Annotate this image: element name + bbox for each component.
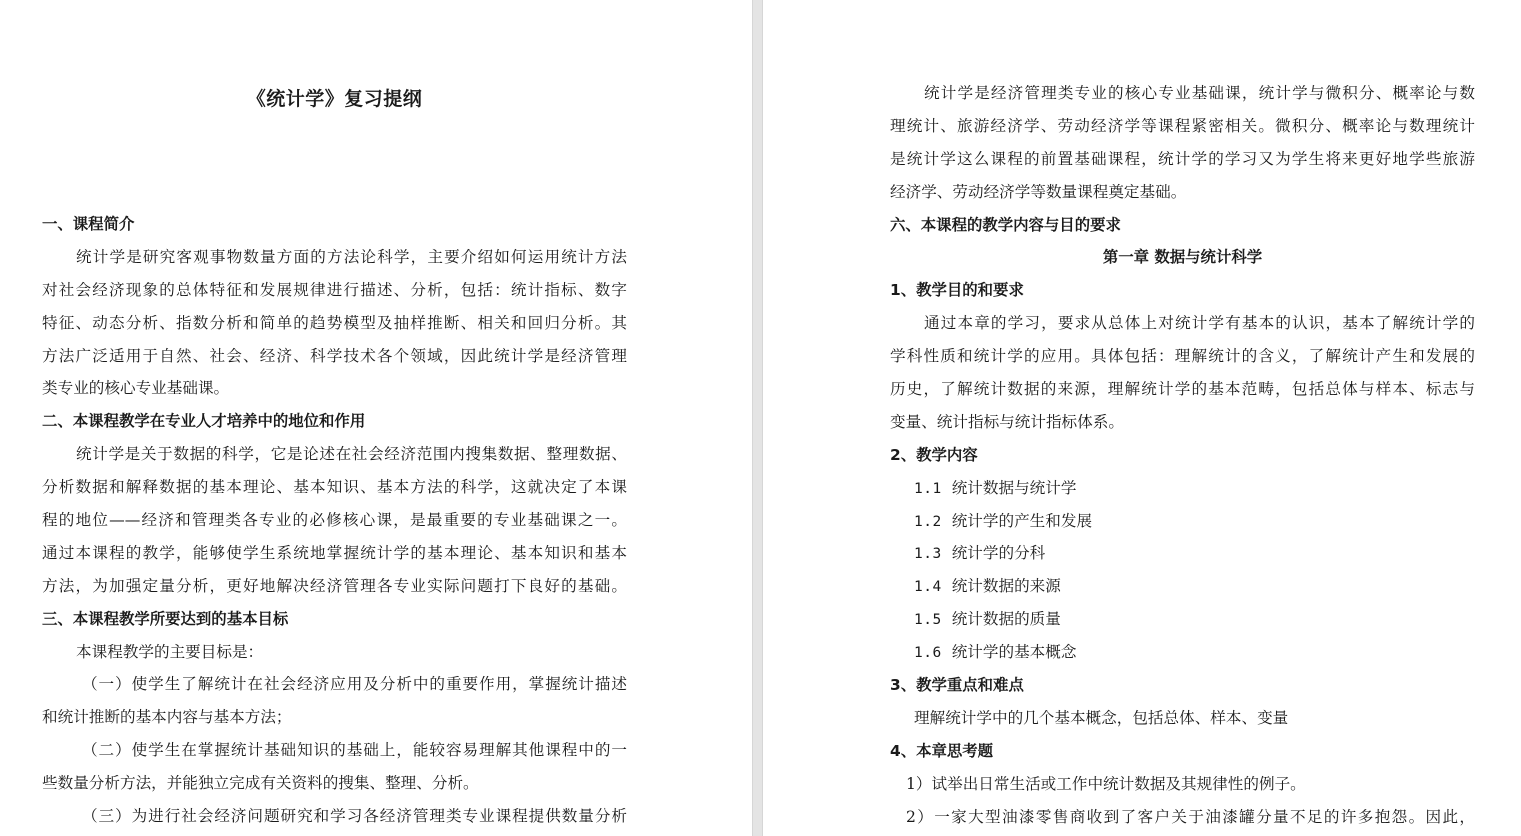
- content-item-text: 统计学的分科: [951, 544, 1046, 563]
- content-item-text: 统计数据与统计学: [951, 478, 1077, 497]
- subsection-heading: 4、本章思考题: [890, 741, 994, 760]
- left-page-body: [42, 208, 627, 833]
- content-item: [890, 636, 1475, 669]
- content-item: [890, 505, 1475, 538]
- paragraph-line: 对社会经济现象的总体特征和发展规律进行描述、分析，包括：统计指标、数字: [42, 280, 627, 299]
- paragraph-line: 理解统计学中的几个基本概念，包括总体、样本、变量: [914, 708, 1289, 727]
- content-item-text: 统计学的基本概念: [951, 643, 1077, 662]
- content-item-number: 1.5: [914, 612, 942, 629]
- paragraph-line: （一）使学生了解统计在社会经济应用及分析中的重要作用，掌握统计描述: [82, 675, 627, 694]
- content-item-number: 1.2: [914, 513, 942, 530]
- paragraph-line: 是统计学这么课程的前置基础课程，统计学的学习又为学生将来更好地学些旅游: [890, 149, 1475, 168]
- right-page-body: [890, 77, 1475, 833]
- paragraph-line: 些数量分析方法，并能独立完成有关资料的搜集、整理、分析。: [42, 774, 479, 793]
- content-item-text: 统计数据的质量: [951, 610, 1061, 629]
- paragraph-line: 统计学是关于数据的科学，它是论述在社会经济范围内搜集数据、整理数据、: [76, 445, 627, 464]
- section-heading: 三、本课程教学所要达到的基本目标: [42, 609, 289, 628]
- paragraph-line: 程的地位——经济和管理类各专业的必修核心课，是最重要的专业基础课之一。: [42, 511, 627, 530]
- content-item-number: 1.3: [914, 546, 942, 563]
- paragraph-line: 经济学、劳动经济学等数量课程奠定基础。: [890, 182, 1187, 201]
- paragraph-line: 通过本章的学习，要求从总体上对统计学有基本的认识，基本了解统计学的: [924, 314, 1475, 333]
- section-heading: 一、课程简介: [42, 215, 135, 233]
- paragraph-line: （三）为进行社会经济问题研究和学习各经济管理类专业课程提供数量分析: [82, 807, 627, 826]
- subsection-heading: 2、教学内容: [890, 445, 978, 464]
- paragraph-line: 通过本课程的教学，能够使学生系统地掌握统计学的基本理论、基本知识和基本: [42, 543, 627, 562]
- paragraph-line: 变量、统计指标与统计指标体系。: [890, 412, 1124, 431]
- content-item: [890, 603, 1475, 636]
- content-item-text: 统计学的产生和发展: [951, 511, 1093, 530]
- content-item: [890, 570, 1475, 603]
- paragraph-line: 分析数据和解释数据的基本理论、基本知识、基本方法的科学，这就决定了本课: [42, 478, 627, 497]
- content-item: [890, 472, 1475, 505]
- paragraph-line: 方法，为加强定量分析，更好地解决经济管理各专业实际问题打下良好的基础。: [42, 576, 627, 595]
- paragraph-line: 统计学是研究客观事物数量方面的方法论科学，主要介绍如何运用统计方法: [76, 247, 627, 266]
- paragraph-line: 类专业的核心专业基础课。: [42, 379, 230, 398]
- document-title: 《统计学》复习提纲: [246, 88, 423, 110]
- paragraph-line: 历史，了解统计数据的来源，理解统计学的基本范畴，包括总体与样本、标志与: [890, 380, 1475, 399]
- paragraph-line: 方法广泛适用于自然、社会、经济、科学技术各个领域，因此统计学是经济管理: [42, 346, 627, 365]
- question-item: 2）一家大型油漆零售商收到了客户关于油漆罐分量不足的许多抱怨。因此，: [906, 807, 1475, 826]
- page-gutter: [752, 0, 763, 836]
- paragraph-line: 学科性质和统计学的应用。具体包括：理解统计的含义，了解统计产生和发展的: [890, 347, 1475, 366]
- paragraph-line: 统计学是经济管理类专业的核心专业基础课，统计学与微积分、概率论与数: [924, 84, 1475, 102]
- subsection-heading: 3、教学重点和难点: [890, 676, 1024, 695]
- paragraph-line: 和统计推断的基本内容与基本方法；: [42, 708, 292, 727]
- paragraph-line: 特征、动态分析、指数分析和简单的趋势模型及抽样推断、相关和回归分析。其: [42, 313, 627, 332]
- question-item: 1）试举出日常生活或工作中统计数据及其规律性的例子。: [906, 774, 1306, 793]
- chapter-title: 第一章 数据与统计科学: [1102, 248, 1263, 267]
- content-item: [890, 537, 1475, 570]
- paragraph-line: 本课程教学的主要目标是：: [76, 642, 264, 661]
- subsection-heading: 1、教学目的和要求: [890, 281, 1024, 300]
- section-heading: 二、本课程教学在专业人才培养中的地位和作用: [42, 412, 366, 431]
- content-item-number: 1.6: [914, 645, 942, 662]
- paragraph-line: 理统计、旅游经济学、劳动经济学等课程紧密相关。微积分、概率论与数理统计: [890, 116, 1475, 135]
- content-item-number: 1.4: [914, 579, 942, 596]
- paragraph-line: （二）使学生在掌握统计基础知识的基础上，能较容易理解其他课程中的一: [82, 741, 627, 760]
- section-heading: 六、本课程的教学内容与目的要求: [890, 215, 1121, 234]
- content-item-number: 1.1: [914, 480, 942, 497]
- content-item-text: 统计数据的来源: [951, 577, 1061, 596]
